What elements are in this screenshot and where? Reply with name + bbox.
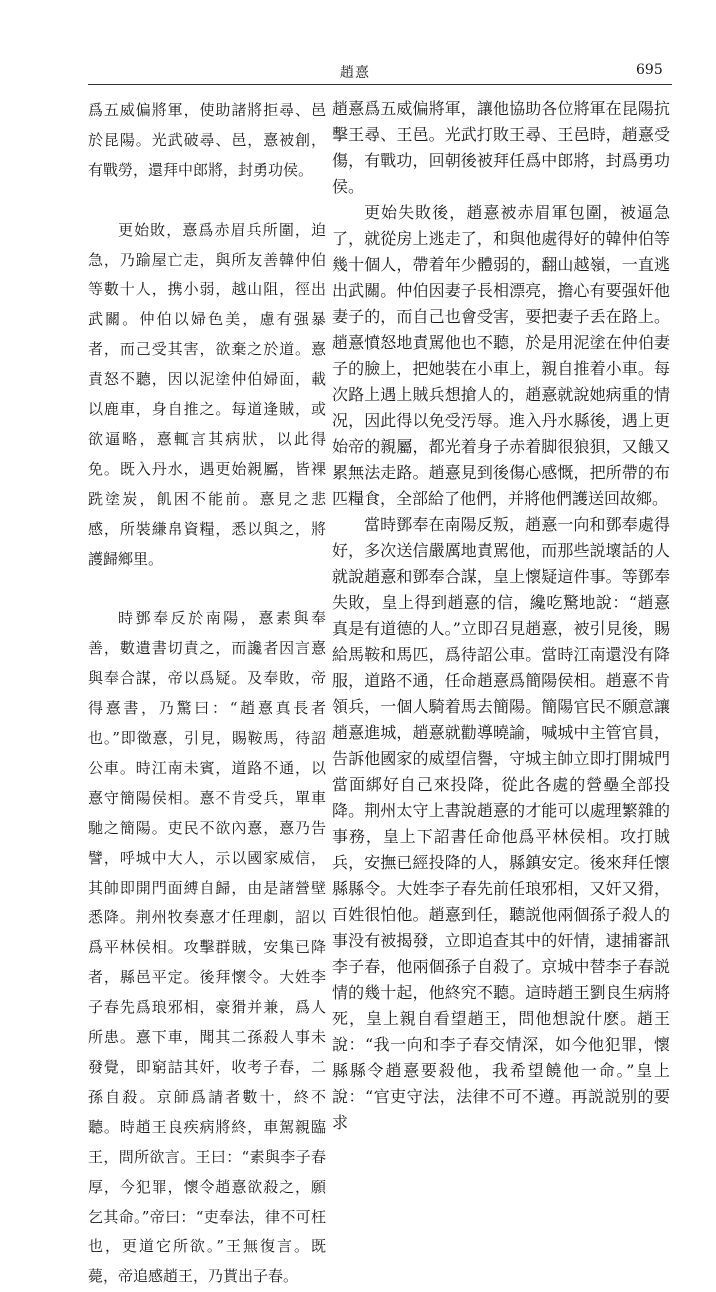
header-title: 趙憙 xyxy=(340,65,370,81)
translation-paragraph-3: 當時鄧奉在南陽反叛，趙憙一向和鄧奉處得好，多次送信嚴厲地責駡他，而那些説壞話的人就說趙憙和鄧奉合謀，皇上懷疑這件事。等鄧奉失敗，皇上得到趙憙的信，纔吃驚地說：“趙憙真是有道德的人。”立即召見趙憙，被引見後，賜給馬鞍和馬匹，爲待詔公車。當時江南還没有降服，道路不通，任命趙憙爲簡陽侯相。趙憙不肯領兵，一個人騎着馬去簡陽。簡陽官民不願意讓趙憙進城，趙憙就勸導曉諭，喊城中主管官員，告訴他國家的威望信譽，守城主帥立即打開城門當面綁好自己來投降，從此各處的營壘全部投降。荆州太守上書說趙憙的才能可以處理繁雜的事務，皇上下詔書任命他爲平林侯相。攻打賊兵，安撫已經投降的人，縣鎮安定。後來拜任懷縣縣令。大姓李子春先前任琅邪相，又奸又猾，百姓很怕他。趙憙到任，聽説他兩個孫子殺人的事没有被揭發，立即追查其中的奸情，逮捕審訊李子春，他兩個孫子自殺了。京城中替李子春説情的幾十起，他終究不聽。這時趙王劉良生病將死，皇上親自看望趙王，問他想說什麽。趙王說：“我一向和李子春交情深，如今他犯罪，懷縣縣令趙憙要殺他，我希望饒他一命。”皇上說：“官吏守法，法律不可不遵。再説説别的要求 xyxy=(332,515,670,1132)
original-text-column xyxy=(88,96,326,1292)
header-rule xyxy=(88,84,672,85)
original-paragraph-1: 爲五威偏將軍，使助諸將拒尋、邑於昆陽。光武破尋、邑，憙被創，有戰勞，還拜中郎將，封勇功侯。 xyxy=(88,101,326,179)
translation-column xyxy=(332,96,670,1136)
translation-paragraph-2: 更始失敗後，趙憙被赤眉軍包圍，被逼急了，就從房上逃走了，和與他處得好的韓仲伯等幾十個人，帶着年少體弱的，翻山越嶺，一直逃出武關。仲伯因妻子長相漂亮，擔心有要强奸他妻子的，而自己也會受害，要把妻子丢在路上。趙憙憤怒地責駡他也不聽，於是用泥塗在仲伯妻子的臉上，把她裝在小車上，親自推着小車。每次路上遇上賊兵想搶人的，趙憙就說她病重的情况，因此得以免受汚辱。進入丹水縣後，遇上更始帝的親屬，都光着身子赤着脚很狼狽，又餓又累無法走路。趙憙見到後傷心感慨，把所帶的布匹糧食，全部給了他們，并將他們護送回故鄉。 xyxy=(332,203,670,508)
original-paragraph-3: 時鄧奉反於南陽，憙素與奉善，數遺書切責之，而讒者因言憙與奉合謀，帝以爲疑。及奉敗，帝得憙書，乃驚曰：“趙憙真長者也。”即徵憙，引見，賜鞍馬，待詔公車。時江南未賓，道路不通，以憙守簡陽侯相。憙不肯受兵，單車馳之簡陽。吏民不欲內憙，憙乃告譬，呼城中大人，示以國家威信，其帥即開門面縛自歸，由是諸營壁悉降。荆州牧奏憙才任理劇，詔以爲平林侯相。攻擊群賊，安集已降者，縣邑平定。後拜懷令。大姓李子春先爲琅邪相，豪猾并兼，爲人所患。憙下車，聞其二孫殺人事未發覺，即窮詰其奸，收考子春，二孫自殺。京師爲請者數十，終不聽。時趙王良疾病將終，車駕親臨王，問所欲言。王曰：“素與李子春厚，今犯罪，懷令趙憙欲殺之，願乞其命。”帝曰：“吏奉法，律不可枉也，更道它所欲。”王無復言。既薨，帝追感趙王，乃貰出子春。 xyxy=(88,609,326,1286)
running-header xyxy=(0,62,716,84)
page-number: 695 xyxy=(636,62,663,78)
translation-paragraph-1: 趙憙爲五威偏將軍，讓他協助各位將軍在昆陽抗擊王尋、王邑。光武打敗王尋、王邑時，趙憙受傷，有戰功，回朝後被拜任爲中郎將，封爲勇功侯。 xyxy=(332,99,670,196)
original-paragraph-2: 更始敗，憙爲赤眉兵所圍，迫急，乃踰屋亡走，與所友善韓仲伯等數十人，携小弱，越山阻，徑出武關。仲伯以婦色美，慮有强暴者，而己受其害，欲棄之於道。憙責怒不聽，因以泥塗仲伯婦面，載以鹿車，身自推之。每道逢賊，或欲逼略，憙輒言其病狀，以此得免。既入丹水，遇更始親屬，皆裸跣塗炭，飢困不能前。憙見之悲感，所裝縑帛資糧，悉以與之，將護歸鄉里。 xyxy=(88,220,326,568)
